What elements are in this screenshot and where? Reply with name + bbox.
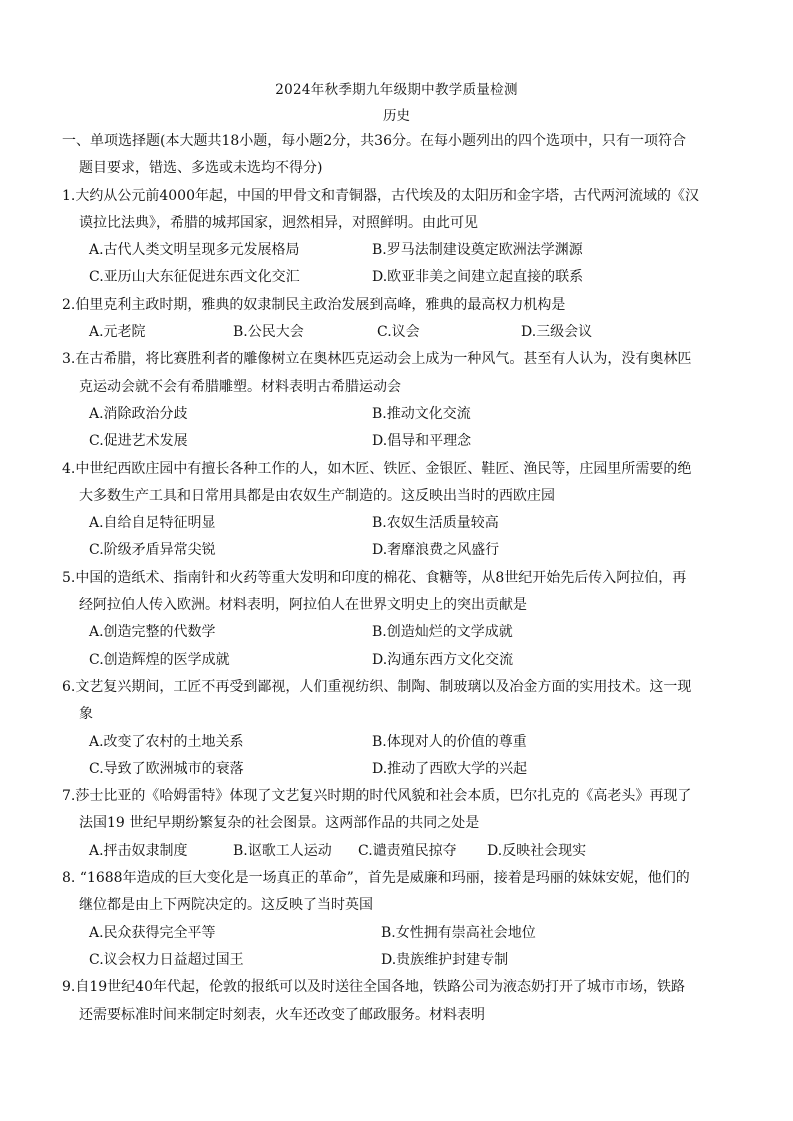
question-4 xyxy=(62,456,732,565)
question-5 xyxy=(62,565,732,674)
section-heading: 一、单项选择题(本大题共18小题，每小题2分，共36分。在每小题列出的四个选项中，只有一项符合 xyxy=(62,133,686,149)
option-c: C.议会权力日益超过国王 xyxy=(89,951,244,968)
option-c: C.创造辉煌的医学成就 xyxy=(89,651,230,668)
option-row xyxy=(62,319,732,346)
option-d: D.倡导和平理念 xyxy=(372,433,472,450)
question-7 xyxy=(62,783,732,865)
question-2 xyxy=(62,292,732,347)
option-row xyxy=(62,401,732,428)
option-b: B.女性拥有崇高社会地位 xyxy=(381,924,536,941)
option-d: D.反映社会现实 xyxy=(487,842,587,859)
option-row xyxy=(62,729,732,756)
question-stem-cont: 大多数生产工具和日常用具都是由农奴生产制造的。这反映出当时的西欧庄园 xyxy=(79,487,555,504)
option-row xyxy=(62,647,732,674)
option-row xyxy=(62,237,732,264)
option-d: D.贵族维护封建专制 xyxy=(381,951,509,968)
option-a: A.自给自足特征明显 xyxy=(89,515,216,532)
option-row xyxy=(62,920,732,947)
exam-content xyxy=(62,128,732,1029)
option-a: A.改变了农村的土地关系 xyxy=(89,733,244,750)
option-row xyxy=(62,619,732,646)
option-row xyxy=(62,756,732,783)
option-a: A.抨击奴隶制度 xyxy=(89,842,188,859)
option-a: A.创造完整的代数学 xyxy=(89,624,216,641)
question-stem: 7.莎士比亚的《哈姆雷特》体现了文艺复兴时期的时代风貌和社会本质，巴尔扎克的《高老头》再现了 xyxy=(62,788,692,805)
option-row xyxy=(62,428,732,455)
question-9 xyxy=(62,974,732,1029)
option-d: D.奢靡浪费之风盛行 xyxy=(372,542,500,559)
option-c: C.导致了欧洲城市的衰落 xyxy=(89,760,244,777)
option-d: D.沟通东西方文化交流 xyxy=(372,651,514,668)
question-stem-cont: 象 xyxy=(79,706,93,723)
question-stem: 1.大约从公元前4000年起，中国的甲骨文和青铜器，古代埃及的太阳历和金字塔，古代两河流域的《汉 xyxy=(62,187,699,204)
question-stem-cont: 法国19 世纪早期纷繁复杂的社会图景。这两部作品的共同之处是 xyxy=(79,815,480,832)
option-b: B.罗马法制建设奠定欧洲法学渊源 xyxy=(372,242,583,259)
question-stem-cont: 克运动会就不会有希腊雕塑。材料表明古希腊运动会 xyxy=(79,378,401,395)
question-3 xyxy=(62,346,732,455)
option-a: A.元老院 xyxy=(89,324,146,341)
question-6 xyxy=(62,674,732,783)
question-1 xyxy=(62,183,732,292)
option-b: B.推动文化交流 xyxy=(372,405,471,422)
question-8 xyxy=(62,865,732,974)
section-heading-cont: 题目要求，错选、多选或未选均不得分) xyxy=(79,160,323,177)
option-row xyxy=(62,838,732,865)
exam-title: 2024年秋季期九年级期中教学质量检测 xyxy=(275,82,518,98)
option-c: C.谴责殖民掠夺 xyxy=(358,842,457,859)
option-d: D.推动了西欧大学的兴起 xyxy=(372,760,528,777)
question-stem-cont: 还需要标准时间来制定时刻表，火车还改变了邮政服务。材料表明 xyxy=(79,1006,485,1023)
option-b: B.讴歌工人运动 xyxy=(233,842,332,859)
question-stem: 5.中国的造纸术、指南针和火药等重大发明和印度的棉花、食糖等，从8世纪开始先后传入阿拉伯，再 xyxy=(62,569,687,586)
option-b: B.创造灿烂的文学成就 xyxy=(372,624,513,641)
question-stem-cont: 经阿拉伯人传入欧洲。材料表明，阿拉伯人在世界文明史上的突出贡献是 xyxy=(79,597,527,614)
option-c: C.阶级矛盾异常尖锐 xyxy=(89,542,216,559)
question-stem: 4.中世纪西欧庄园中有擅长各种工作的人，如木匠、铁匠、金银匠、鞋匠、渔民等，庄园里所需要的绝 xyxy=(62,460,692,477)
question-stem: 2.伯里克利主政时期，雅典的奴隶制民主政治发展到高峰，雅典的最高权力机构是 xyxy=(62,296,566,313)
option-b: B.体现对人的价值的尊重 xyxy=(372,733,527,750)
option-d: D.三级会议 xyxy=(521,324,593,341)
option-a: A.古代人类文明呈现多元发展格局 xyxy=(89,242,300,259)
question-stem-cont: 谟拉比法典》，希腊的城邦国家，迥然相异，对照鲜明。由此可见 xyxy=(79,214,478,231)
option-d: D.欧亚非美之间建立起直接的联系 xyxy=(372,269,584,286)
option-a: A.民众获得完全平等 xyxy=(89,924,216,941)
question-stem: 3.在古希腊，将比赛胜利者的雕像树立在奥林匹克运动会上成为一种风气。甚至有人认为，没有奥林匹 xyxy=(62,351,692,368)
option-c: C.亚历山大东征促进东西文化交汇 xyxy=(89,269,300,286)
option-row xyxy=(62,264,732,291)
option-row xyxy=(62,947,732,974)
option-a: A.消除政治分歧 xyxy=(89,405,188,422)
option-c: C.促进艺术发展 xyxy=(89,433,188,450)
question-stem: 8. “1688年造成的巨大变化是一场真正的革命”，首先是威廉和玛丽，接着是玛丽的妹妹安妮，他们的 xyxy=(62,870,690,887)
exam-subject: 历史 xyxy=(383,108,410,124)
question-stem: 6.文艺复兴期间，工匠不再受到鄙视，人们重视纺织、制陶、制玻璃以及冶金方面的实用技术。这一现 xyxy=(62,678,692,695)
option-row xyxy=(62,537,732,564)
option-row xyxy=(62,510,732,537)
question-stem: 9.自19世纪40年代起，伦敦的报纸可以及时送往全国各地，铁路公司为液态奶打开了城市市场，铁路 xyxy=(62,979,685,996)
option-b: B.农奴生活质量较高 xyxy=(372,515,499,532)
option-c: C.议会 xyxy=(377,324,420,341)
option-b: B.公民大会 xyxy=(233,324,304,341)
question-stem-cont: 继位都是由上下两院决定的。这反映了当时英国 xyxy=(79,897,373,914)
